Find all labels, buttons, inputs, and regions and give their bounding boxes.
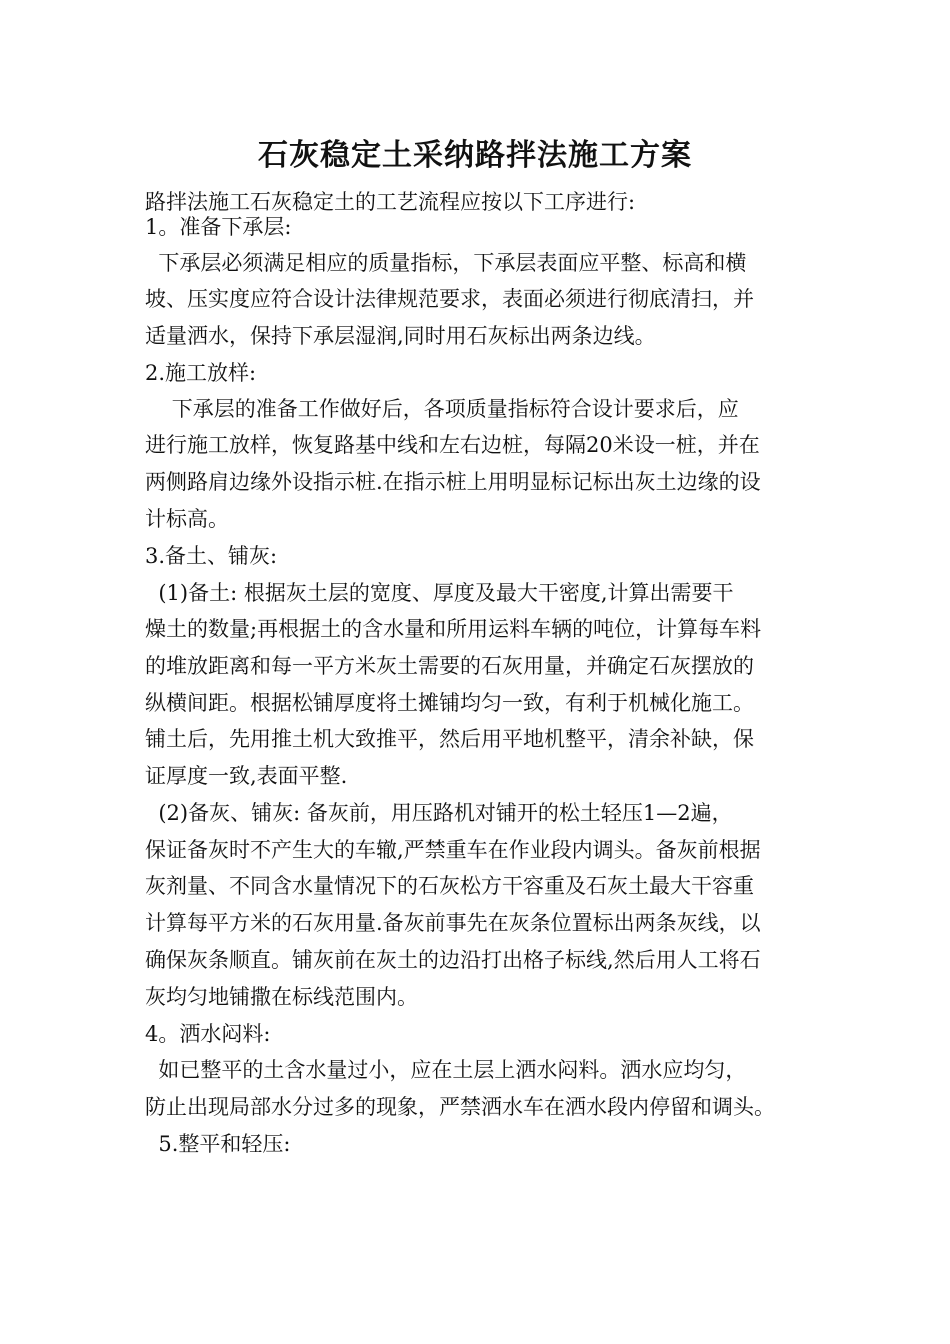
text-line: 5.整平和轻压: <box>145 1132 291 1156</box>
text-line: 纵横间距。根据松铺厚度将土摊铺均匀一致，有利于机械化施工。 <box>145 691 754 715</box>
text-line: (2)备灰、铺灰: 备灰前，用压路机对铺开的松土轻压1—2遍， <box>145 801 733 825</box>
text-line: 4。洒水闷料: <box>145 1022 271 1046</box>
text-line: 铺土后，先用推土机大致推平，然后用平地机整平，清余补缺，保 <box>145 727 754 751</box>
text-line: 坡、压实度应符合设计法律规范要求，表面必须进行彻底清扫，并 <box>145 287 754 311</box>
text-line: 路拌法施工石灰稳定土的工艺流程应按以下工序进行: <box>145 190 636 214</box>
text-line: 下承层必须满足相应的质量指标，下承层表面应平整、标高和横 <box>145 251 747 275</box>
text-line: 两侧路肩边缘外设指示桩.在指示桩上用明显标记标出灰土边缘的设 <box>145 470 761 494</box>
text-line: 3.备土、铺灰: <box>145 544 278 568</box>
text-line: 保证备灰时不产生大的车辙,严禁重车在作业段内调头。备灰前根据 <box>145 838 761 862</box>
text-line: (1)备土: 根据灰土层的宽度、厚度及最大干密度,计算出需要干 <box>145 581 734 605</box>
text-line: 的堆放距离和每一平方米灰土需要的石灰用量，并确定石灰摆放的 <box>145 654 754 678</box>
text-line: 下承层的准备工作做好后，各项质量指标符合设计要求后，应 <box>145 397 739 421</box>
text-line: 灰均匀地铺撒在标线范围内。 <box>145 985 418 1009</box>
text-line: 适量洒水，保持下承层湿润,同时用石灰标出两条边线。 <box>145 324 656 348</box>
text-line: 2.施工放样: <box>145 361 257 385</box>
text-line: 如已整平的土含水量过小，应在土层上洒水闷料。洒水应均匀， <box>145 1058 747 1082</box>
text-line: 确保灰条顺直。铺灰前在灰土的边沿打出格子标线,然后用人工将石 <box>145 948 761 972</box>
text-line: 灰剂量、不同含水量情况下的石灰松方干容重及石灰土最大干容重 <box>145 874 754 898</box>
document-title: 石灰稳定土采纳路拌法施工方案 <box>258 138 692 173</box>
text-line: 1。准备下承层: <box>145 215 292 239</box>
text-line: 计标高。 <box>145 507 229 531</box>
text-line: 证厚度一致,表面平整. <box>145 764 348 788</box>
text-line: 计算每平方米的石灰用量.备灰前事先在灰条位置标出两条灰线，以 <box>145 911 761 935</box>
text-line: 进行施工放样，恢复路基中线和左右边桩，每隔20米设一桩，并在 <box>145 433 760 457</box>
text-line: 防止出现局部水分过多的现象，严禁洒水车在洒水段内停留和调头。 <box>145 1095 775 1119</box>
text-line: 燥土的数量;再根据土的含水量和所用运料车辆的吨位，计算每车料 <box>145 617 762 641</box>
